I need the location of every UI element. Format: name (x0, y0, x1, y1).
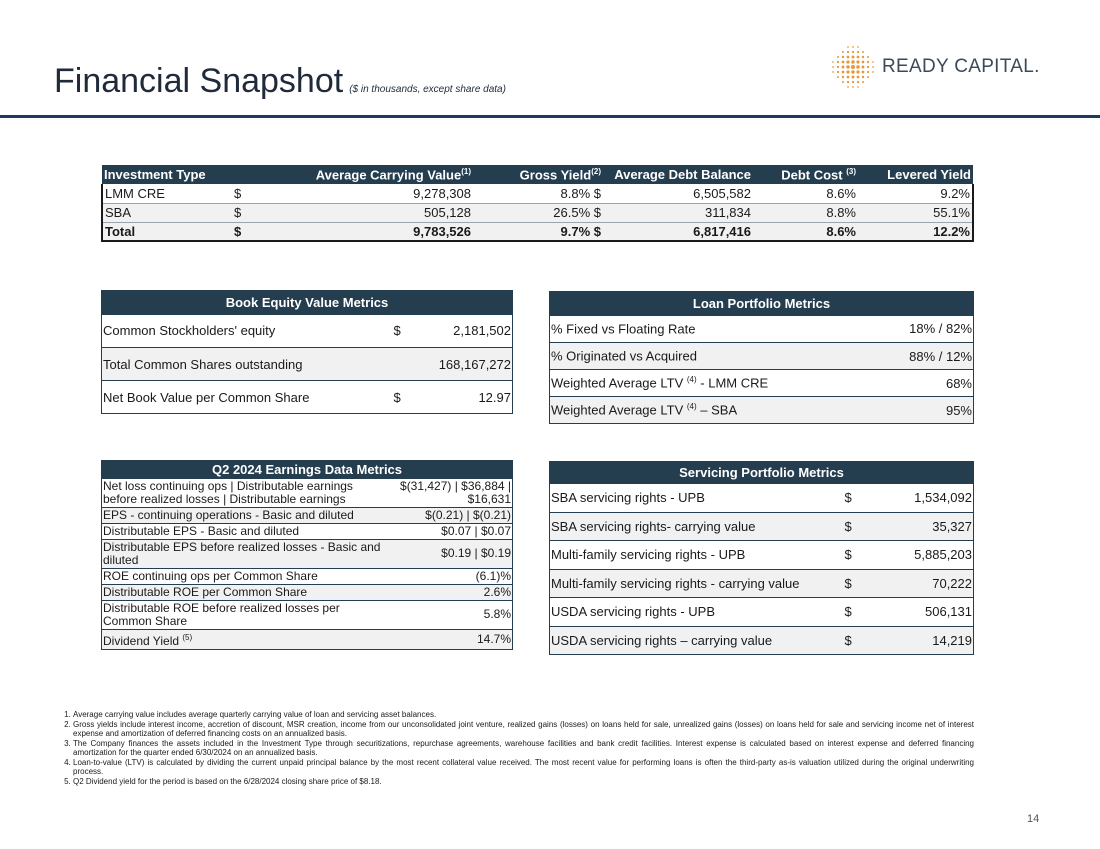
ready-capital-dot-icon (830, 44, 876, 90)
table-row (102, 507, 513, 523)
title-block (54, 62, 506, 101)
row-value: 35,327 (884, 512, 974, 541)
logo-dot (847, 51, 849, 53)
cell-currency: $ (232, 222, 272, 241)
table-row (102, 203, 973, 222)
logo-dot (832, 66, 834, 68)
logo-dot (837, 61, 839, 63)
logo-dot (842, 61, 845, 64)
col-debt-cost: Debt Cost $^{(3)}$ (753, 165, 858, 184)
row-label: Distributable ROE before realized losses per Common Share (102, 600, 382, 629)
logo-dot (857, 76, 860, 79)
row-value: 5,885,203 (884, 541, 974, 570)
row-label: Weighted Average LTV $^{(4)}$ – SBA (550, 397, 877, 424)
logo-dot (852, 56, 855, 59)
cell-gross-yield: 8.8% $ (473, 184, 603, 203)
logo-dot (872, 66, 874, 68)
logo-dot (851, 70, 854, 73)
table-row (102, 539, 513, 568)
logo-dot (867, 76, 869, 78)
footnotes (62, 710, 974, 786)
logo-dot (857, 56, 860, 59)
footnote: 1. Average carrying value includes average quarterly carrying value of loan and servicing asset balances. (73, 710, 974, 720)
footnote: 4. Loan-to-value (LTV) is calculated by dividing the current unpaid principal balance by the most recent collateral value received. The most recent value for performing loans is often the third-party as-is valuation utilized during the original underwriting process. (73, 758, 974, 777)
logo-dot (847, 76, 850, 79)
cell-avg-debt: 311,834 (603, 203, 753, 222)
logo-dot (832, 71, 834, 73)
cell-avg-debt: 6,817,416 (603, 222, 753, 241)
logo-dot (837, 76, 839, 78)
page-subtitle: ($ in thousands, except share data) (349, 84, 506, 95)
cell-levered-yield: 55.1% (858, 203, 973, 222)
row-currency: $ (844, 598, 884, 627)
logo-dot (846, 60, 849, 63)
logo-dot (846, 70, 849, 73)
table-row (550, 397, 974, 424)
logo-dot (837, 66, 839, 68)
logo-dot (852, 51, 854, 53)
logo-dot (837, 56, 839, 58)
logo-dot (852, 81, 854, 83)
logo-dot (856, 70, 859, 73)
logo-dot (847, 86, 849, 88)
earnings-title: Q2 2024 Earnings Data Metrics (102, 461, 513, 479)
row-label: ROE continuing ops per Common Share (102, 568, 382, 584)
row-label: SBA servicing rights - UPB (550, 484, 844, 513)
page-number: 14 (1027, 813, 1040, 825)
cell-type: SBA (102, 203, 232, 222)
logo-dot (862, 81, 864, 83)
table-row (550, 569, 974, 598)
cell-levered-yield: 12.2% (858, 222, 973, 241)
logo-dot (862, 56, 864, 58)
logo-dot (856, 60, 859, 63)
logo-dot (862, 51, 864, 53)
table-row (102, 381, 513, 414)
footnote: 5. Q2 Dividend yield for the period is based on the 6/28/2024 closing share price of $8.18. (73, 777, 974, 787)
row-value: 14,219 (884, 626, 974, 655)
loan-portfolio-table (549, 291, 974, 424)
logo-dot (862, 61, 865, 64)
row-label: Total Common Shares outstanding (102, 348, 393, 381)
cell-debt-cost: 8.6% (753, 222, 858, 241)
row-label: Distributable ROE per Common Share (102, 584, 382, 600)
logo-dot (867, 61, 869, 63)
logo-dot (837, 71, 839, 73)
col-levered-yield: Levered Yield (858, 165, 973, 184)
table-row (102, 600, 513, 629)
servicing-portfolio-table (549, 461, 974, 655)
row-value: 18% / 82% (876, 316, 973, 343)
total-row (102, 222, 973, 241)
row-currency: $ (844, 512, 884, 541)
cell-levered-yield: 9.2% (858, 184, 973, 203)
row-value: 14.7% (382, 629, 513, 649)
row-currency: $ (393, 381, 423, 414)
row-label: Dividend Yield $^{(5)}$ (102, 629, 382, 649)
footnote: 3. The Company finances the assets included in the Investment Type through securitizations, repurchase agreements, warehouse facilities and bank credit facilities. Interest expense is calculated based on interest expense and deferred financing amortization for the quarter ended 6/30/2024 on an annualized basis. (73, 739, 974, 758)
logo-dot (832, 61, 834, 63)
page-title: Financial Snapshot (54, 62, 344, 100)
table-row (102, 479, 513, 508)
cell-avg-carrying: 9,278,308 (272, 184, 473, 203)
col-avg-debt-balance: Average Debt Balance (603, 165, 753, 184)
book-equity-table (101, 290, 513, 414)
row-label: Common Stockholders' equity (102, 315, 393, 348)
logo-dot (842, 71, 845, 74)
logo-dot (842, 81, 844, 83)
row-value: 2,181,502 (423, 315, 513, 348)
earnings-table (101, 460, 513, 650)
logo-dot (857, 51, 859, 53)
row-currency (393, 348, 423, 381)
logo-dot (867, 66, 869, 68)
logo-dot (847, 46, 849, 48)
table-row (550, 626, 974, 655)
loan-portfolio-title: Loan Portfolio Metrics (550, 292, 974, 316)
cell-avg-carrying: 505,128 (272, 203, 473, 222)
logo-dot (862, 71, 865, 74)
row-value: 12.97 (423, 381, 513, 414)
cell-debt-cost: 8.8% (753, 203, 858, 222)
table-row (550, 541, 974, 570)
table-row (550, 316, 974, 343)
row-value: 70,222 (884, 569, 974, 598)
logo-dot (862, 66, 865, 69)
row-label: USDA servicing rights - UPB (550, 598, 844, 627)
logo-dot (852, 86, 854, 88)
logo-dot (847, 81, 849, 83)
cell-type: Total (102, 222, 232, 241)
book-equity-title: Book Equity Value Metrics (102, 291, 513, 315)
row-value: 5.8% (382, 600, 513, 629)
col-avg-carrying-value: Average Carrying Value$^{(1)}$ (232, 165, 473, 184)
table-row (102, 315, 513, 348)
row-value: 168,167,272 (423, 348, 513, 381)
row-value: 506,131 (884, 598, 974, 627)
logo-dot (867, 56, 869, 58)
logo-dot (842, 66, 845, 69)
cell-type: LMM CRE (102, 184, 232, 203)
row-label: Net loss continuing ops | Distributable earnings before realized losses | Distributable earnings (102, 479, 382, 508)
table-row (102, 568, 513, 584)
logo-dot (857, 86, 859, 88)
cell-currency: $ (232, 203, 272, 222)
row-value: $0.19 | $0.19 (382, 539, 513, 568)
logo-dot (862, 76, 864, 78)
table-row (102, 584, 513, 600)
table-row (102, 184, 973, 203)
table-row (102, 523, 513, 539)
header-rule (0, 115, 1100, 118)
table-row (550, 370, 974, 397)
logo-dot (857, 46, 859, 48)
row-label: Multi-family servicing rights - carrying value (550, 569, 844, 598)
cell-debt-cost: 8.6% (753, 184, 858, 203)
table-row (550, 484, 974, 513)
logo-dot (856, 65, 859, 68)
logo-dot (852, 46, 854, 48)
row-currency: $ (393, 315, 423, 348)
col-investment-type: Investment Type (102, 165, 232, 184)
servicing-title: Servicing Portfolio Metrics (550, 462, 974, 484)
logo-dot (842, 56, 844, 58)
table-row (102, 629, 513, 649)
row-label: Distributable EPS before realized losses - Basic and diluted (103, 539, 381, 567)
row-currency: $ (844, 569, 884, 598)
row-value: 95% (876, 397, 973, 424)
row-value: $(0.21) | $(0.21) (382, 507, 513, 523)
row-value: 2.6% (382, 584, 513, 600)
logo-text: READY CAPITAL. (882, 56, 1040, 77)
row-label: % Fixed vs Floating Rate (550, 316, 877, 343)
row-label: % Originated vs Acquired (550, 343, 877, 370)
row-value: $(31,427) | $36,884 | $16,631 (382, 479, 513, 508)
logo-dot (847, 56, 850, 59)
row-value: 68% (876, 370, 973, 397)
cell-gross-yield: 9.7% $ (473, 222, 603, 241)
row-value: $0.07 | $0.07 (382, 523, 513, 539)
row-label: Net Book Value per Common Share (102, 381, 393, 414)
row-label: Weighted Average LTV $^{(4)}$ - LMM CRE (550, 370, 877, 397)
logo-dot (867, 71, 869, 73)
cell-avg-carrying: 9,783,526 (272, 222, 473, 241)
logo-dot (872, 61, 874, 63)
row-currency: $ (844, 626, 884, 655)
logo-dot (842, 76, 844, 78)
row-currency: $ (844, 541, 884, 570)
row-value: 1,534,092 (884, 484, 974, 513)
cell-avg-debt: 6,505,582 (603, 184, 753, 203)
row-label: SBA servicing rights- carrying value (550, 512, 844, 541)
logo-dot (851, 60, 854, 63)
logo-dot (846, 65, 849, 68)
table-row (102, 348, 513, 381)
logo-dot (872, 71, 874, 73)
ready-capital-logo (830, 44, 1040, 90)
row-label: EPS - continuing operations - Basic and diluted (102, 507, 382, 523)
row-value: (6.1)% (382, 568, 513, 584)
investment-header-row (102, 165, 973, 184)
col-gross-yield: Gross Yield$^{(2)}$ (473, 165, 603, 184)
row-label: USDA servicing rights – carrying value (550, 626, 844, 655)
table-row (550, 598, 974, 627)
logo-dot (852, 76, 855, 79)
table-row (550, 512, 974, 541)
cell-gross-yield: 26.5% $ (473, 203, 603, 222)
row-label: Multi-family servicing rights - UPB (550, 541, 844, 570)
logo-dot (842, 51, 844, 53)
row-label: Distributable EPS - Basic and diluted (102, 523, 382, 539)
investment-type-table (101, 165, 974, 242)
table-row (550, 343, 974, 370)
row-value: 88% / 12% (876, 343, 973, 370)
footnote: 2. Gross yields include interest income, accretion of discount, MSR creation, income from our unconsolidated joint venture, realized gains (losses) on loans held for sale, unrealized gains (losses) on loans held for sale and servicing income net of interest expense and amortization of deferred financing costs on an annualized basis. (73, 720, 974, 739)
logo-dot (857, 81, 859, 83)
row-currency: $ (844, 484, 884, 513)
logo-dot (851, 65, 855, 69)
cell-currency: $ (232, 184, 272, 203)
